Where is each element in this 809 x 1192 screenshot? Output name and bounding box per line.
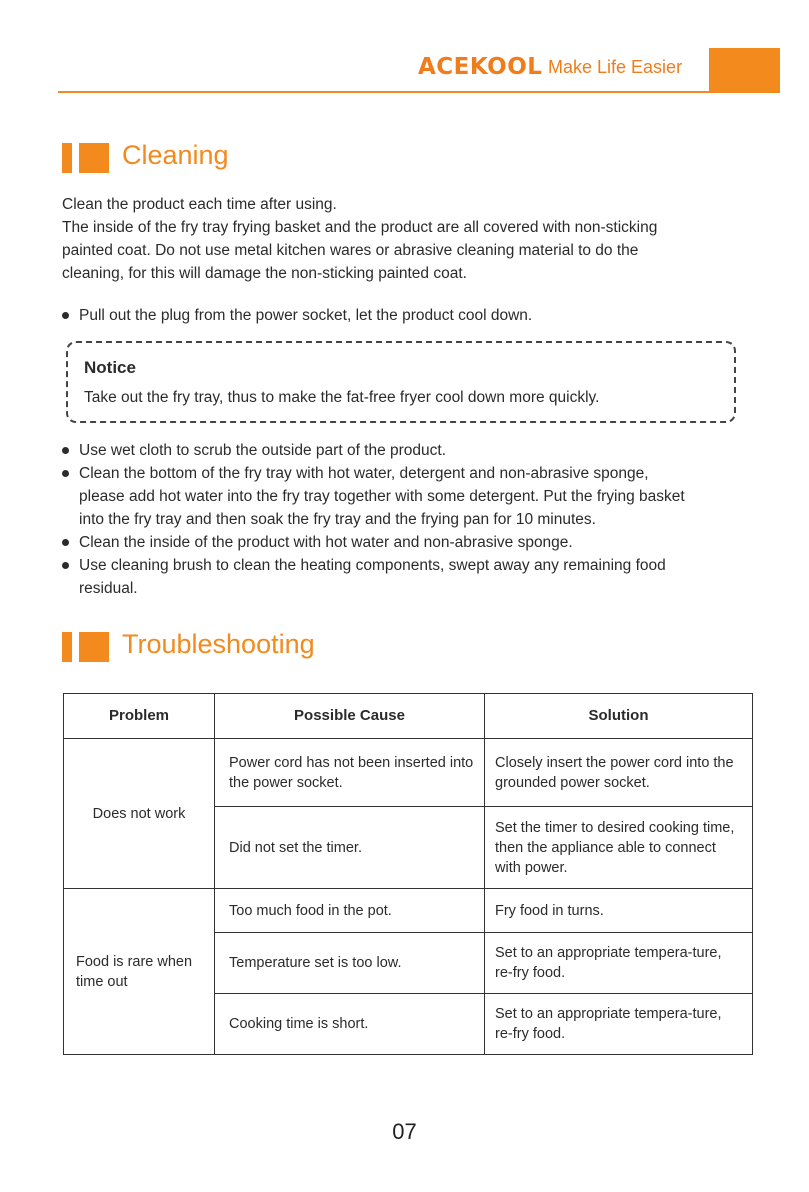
list-item xyxy=(62,531,762,554)
cleaning-intro xyxy=(62,193,762,285)
header-solution: Solution xyxy=(485,694,753,739)
cause-cell: Power cord has not been inserted into the power socket. xyxy=(215,739,485,807)
cause-cell: Temperature set is too low. xyxy=(215,933,485,994)
cause-cell: Did not set the timer. xyxy=(215,807,485,889)
troubleshooting-title: Troubleshooting xyxy=(122,629,315,659)
header-problem: Problem xyxy=(64,694,215,739)
brand-tagline: Make Life Easier xyxy=(548,57,683,77)
bullet-text: Clean the inside of the product with hot water and non-abrasive sponge. xyxy=(79,534,573,551)
notice-text: Take out the fry tray, thus to make the fat-free fryer cool down more quickly. xyxy=(84,389,600,406)
bullet-icon xyxy=(62,539,69,546)
cause-cell: Too much food in the pot. xyxy=(215,889,485,933)
cleaning-title: Cleaning xyxy=(122,140,229,170)
bullet-icon xyxy=(62,312,69,319)
notice-box xyxy=(66,341,736,423)
intro-line: cleaning, for this will damage the non-sticking painted coat. xyxy=(62,265,467,282)
header-cause: Possible Cause xyxy=(215,694,485,739)
troubleshooting-table xyxy=(63,693,753,1055)
header-rule xyxy=(58,91,780,93)
table-row xyxy=(64,889,753,933)
heading-marker-square xyxy=(79,632,109,662)
problem-cell: Does not work xyxy=(64,739,215,889)
bullet-icon xyxy=(62,470,69,477)
cause-cell: Cooking time is short. xyxy=(215,994,485,1055)
table-header-row xyxy=(64,694,753,739)
bullet-list-first xyxy=(62,304,762,327)
bullet-icon xyxy=(62,447,69,454)
brand-logo: ACEKOOL xyxy=(418,54,543,80)
list-item xyxy=(62,304,762,327)
page-number: 07 xyxy=(392,1119,417,1144)
intro-line: The inside of the fry tray frying basket and the product are all covered with non-sticking xyxy=(62,219,658,236)
solution-cell: Set to an appropriate tempera-ture, re-fry food. xyxy=(485,994,753,1055)
intro-line: painted coat. Do not use metal kitchen wares or abrasive cleaning material to do the xyxy=(62,242,639,259)
intro-line: Clean the product each time after using. xyxy=(62,196,337,213)
list-item xyxy=(62,462,762,531)
list-item xyxy=(62,439,762,462)
table-row xyxy=(64,739,753,807)
bullet-text: Clean the bottom of the fry tray with hot water, detergent and non-abrasive sponge, xyxy=(79,465,649,482)
bullet-text: Use wet cloth to scrub the outside part of the product. xyxy=(79,442,447,459)
bullet-text: Use cleaning brush to clean the heating components, swept away any remaining food xyxy=(79,557,666,574)
header-accent-block xyxy=(709,48,780,91)
solution-cell: Set to an appropriate tempera-ture, re-fry food. xyxy=(485,933,753,994)
bullet-text: Pull out the plug from the power socket, let the product cool down. xyxy=(79,307,533,324)
heading-marker-square xyxy=(79,143,109,173)
bullet-text: residual. xyxy=(79,580,138,597)
notice-title: Notice xyxy=(84,358,136,377)
bullet-list xyxy=(62,439,762,600)
bullet-text: please add hot water into the fry tray together with some detergent. Put the frying basket xyxy=(79,488,685,505)
bullet-text: into the fry tray and then soak the fry tray and the frying pan for 10 minutes. xyxy=(79,511,596,528)
heading-marker-thin xyxy=(62,143,72,173)
heading-marker-thin xyxy=(62,632,72,662)
solution-cell: Closely insert the power cord into the grounded power socket. xyxy=(485,739,753,807)
solution-cell: Set the timer to desired cooking time, then the appliance able to connect with power. xyxy=(485,807,753,889)
solution-cell: Fry food in turns. xyxy=(485,889,753,933)
problem-cell: Food is rare when time out xyxy=(64,889,215,1055)
bullet-icon xyxy=(62,562,69,569)
list-item xyxy=(62,554,762,600)
